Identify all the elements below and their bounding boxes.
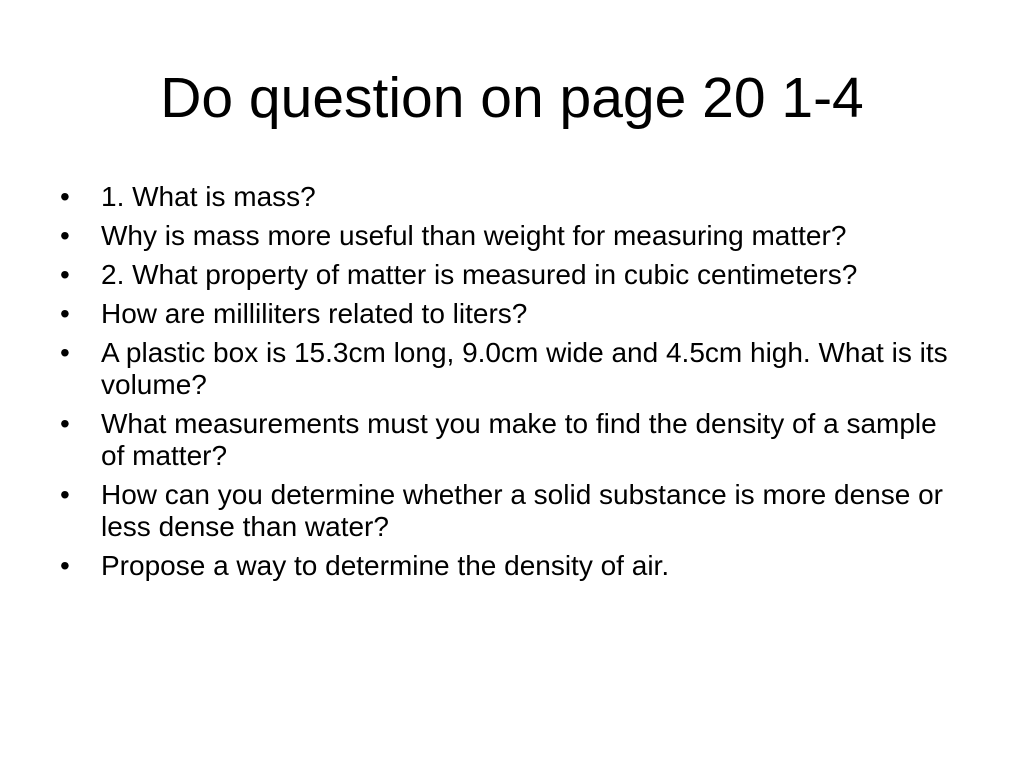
bullet-item-7 [60, 479, 960, 543]
bullet-text: How can you determine whether a solid substance is more dense or less dense than water? [101, 479, 943, 542]
bullet-marker: • [60, 337, 70, 368]
bullet-text: A plastic box is 15.3cm long, 9.0cm wide and 4.5cm high. What is its volume? [101, 337, 948, 400]
bullet-item-6 [60, 408, 960, 472]
bullet-list [60, 181, 960, 589]
bullet-text: 2. What property of matter is measured in cubic centimeters? [101, 259, 858, 290]
bullet-text: Propose a way to determine the density of air. [101, 550, 670, 581]
bullet-item-1 [60, 181, 960, 213]
bullet-marker: • [60, 408, 70, 439]
bullet-item-4 [60, 298, 960, 330]
bullet-marker: • [60, 550, 70, 581]
bullet-text: How are milliliters related to liters? [101, 298, 528, 329]
bullet-item-5 [60, 337, 960, 401]
bullet-item-2 [60, 220, 960, 252]
bullet-text: 1. What is mass? [101, 181, 316, 212]
bullet-text: What measurements must you make to find the density of a sample of matter? [101, 408, 937, 471]
bullet-marker: • [60, 479, 70, 510]
bullet-item-3 [60, 259, 960, 291]
bullet-item-8 [60, 550, 960, 582]
bullet-marker: • [60, 259, 70, 290]
bullet-marker: • [60, 298, 70, 329]
slide-title: Do question on page 20 1-4 [160, 66, 864, 130]
bullet-marker: • [60, 181, 70, 212]
bullet-text: Why is mass more useful than weight for measuring matter? [101, 220, 847, 251]
bullet-marker: • [60, 220, 70, 251]
